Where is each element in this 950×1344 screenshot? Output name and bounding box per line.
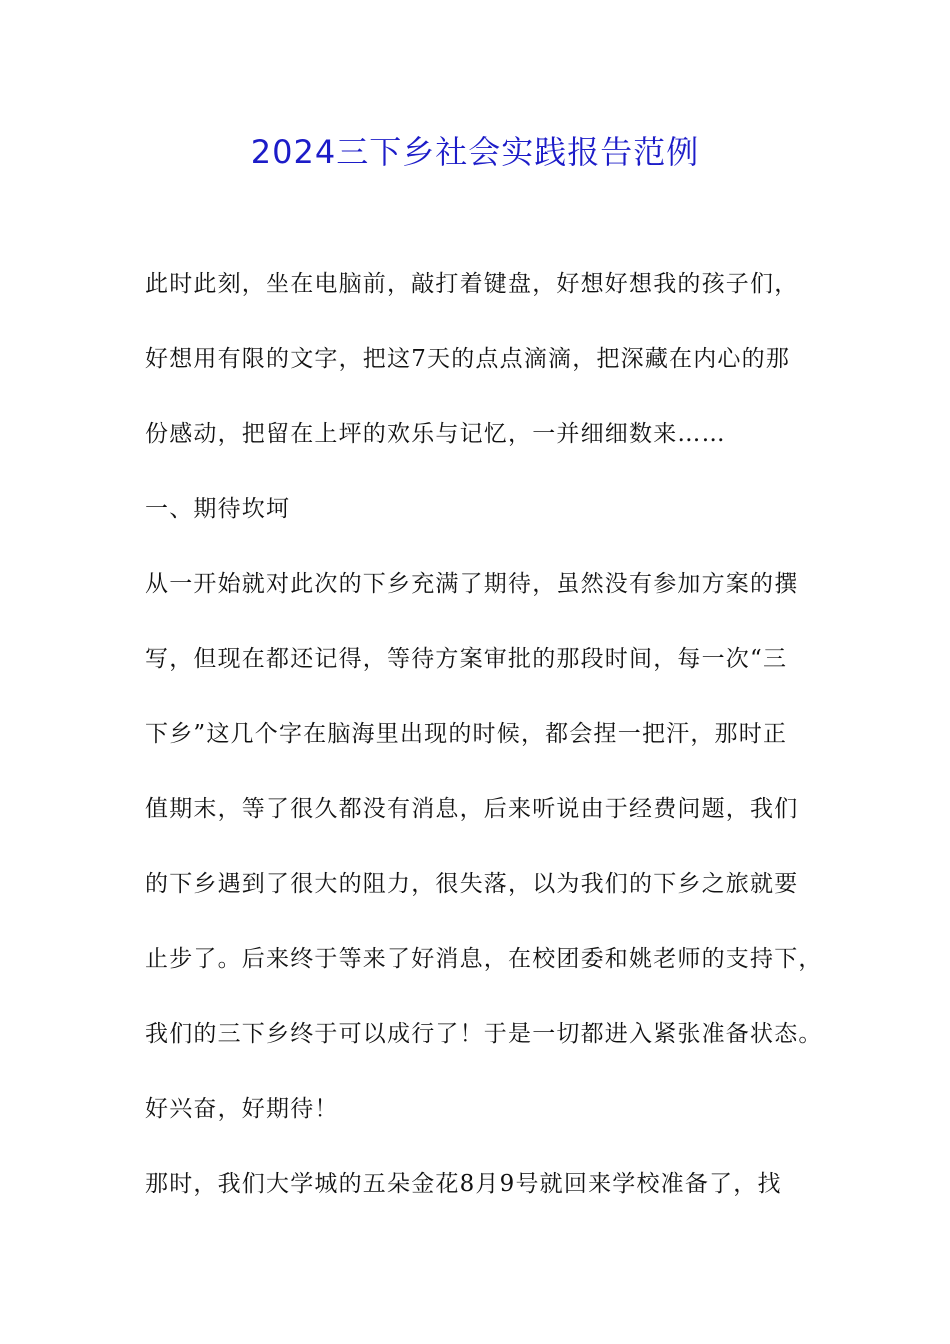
- document-title: 2024三下乡社会实践报告范例: [250, 133, 700, 171]
- paragraph-line: 下乡”这几个字在脑海里出现的时候，都会捏一把汗，那时正: [145, 721, 788, 747]
- paragraph-line: 的下乡遇到了很大的阻力，很失落，以为我们的下乡之旅就要: [145, 871, 799, 897]
- paragraph-line: 好想用有限的文字，把这7天的点点滴滴，把深藏在内心的那: [145, 346, 791, 372]
- paragraph-line: 我们的三下乡终于可以成行了！于是一切都进入紧张准备状态。: [145, 1021, 823, 1047]
- paragraph-line: 写，但现在都还记得，等待方案审批的那段时间，每一次“三: [145, 646, 788, 672]
- paragraph-line: 值期末，等了很久都没有消息，后来听说由于经费问题，我们: [145, 796, 799, 822]
- paragraph-line: 那时，我们大学城的五朵金花8月9号就回来学校准备了，找: [145, 1171, 782, 1197]
- paragraph-line: 份感动，把留在上坪的欢乐与记忆，一并细细数来……: [145, 421, 726, 447]
- paragraph-line: 止步了。后来终于等来了好消息，在校团委和姚老师的支持下，: [145, 946, 823, 972]
- paragraph-line: 好兴奋，好期待！: [145, 1096, 339, 1122]
- paragraph-line: 此时此刻，坐在电脑前，敲打着键盘，好想好想我的孩子们，: [145, 271, 799, 297]
- paragraph-line: 从一开始就对此次的下乡充满了期待，虽然没有参加方案的撰: [145, 571, 799, 597]
- section-heading: 一、期待坎坷: [145, 496, 291, 522]
